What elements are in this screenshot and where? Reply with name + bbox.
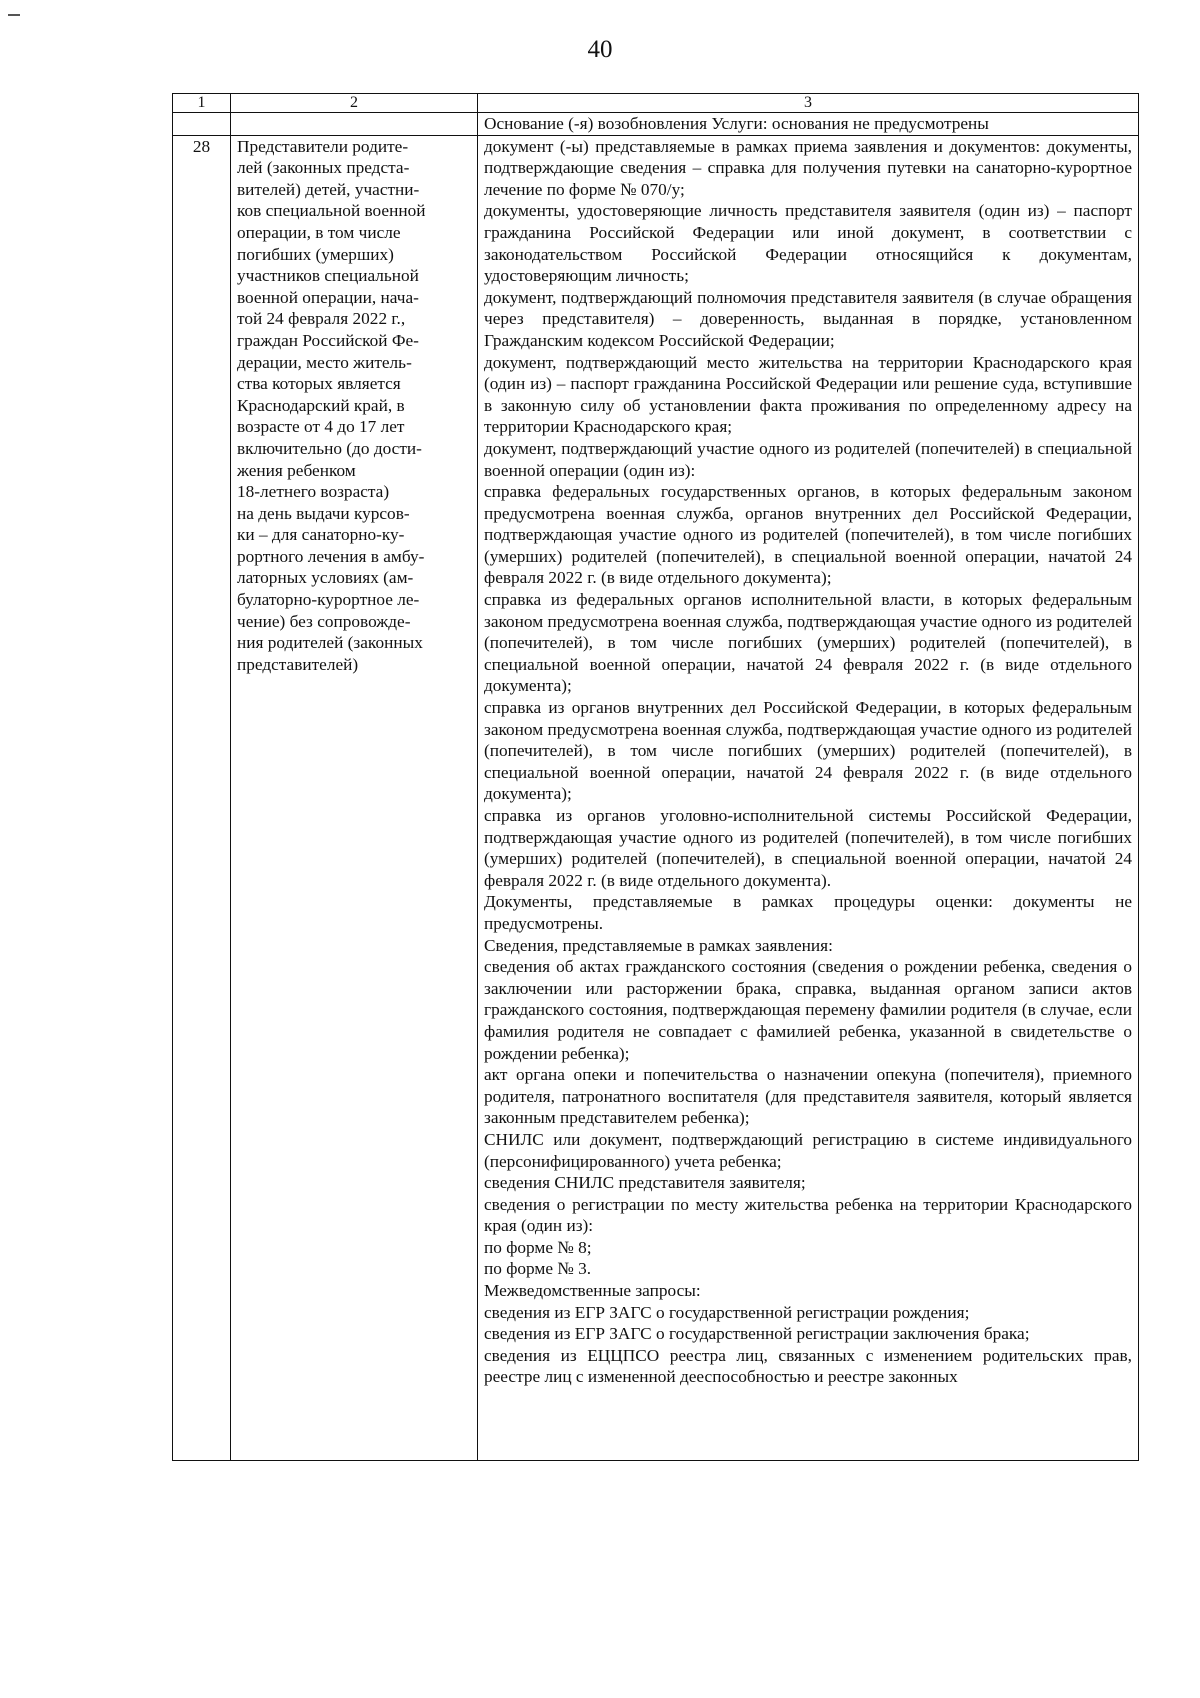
documents-cell <box>478 135 1139 1460</box>
documents-paragraph: справка федеральных государственных органов, в которых федеральным законом предусмотрена военная служба, органов внутренних дел Российской Федерации, подтверждающая участие одного из родителей (попечителей), в том числе погибших (умерших) родителей (попечителей), в специальной военной операции, начатой 24 февраля 2022 г. (в виде отдельного документа); <box>484 482 1132 588</box>
applicant-line: ки – для санаторно-ку- <box>237 525 405 545</box>
applicant-line: лей (законных предста- <box>237 158 410 178</box>
documents-paragraph: Межведомственные запросы: <box>484 1281 701 1301</box>
documents-paragraph: документ, подтверждающий место жительства на территории Краснодарского края (один из) – паспорт гражданина Российской Федерации или решение суда, вступившие в законную силу об установлении факта проживания по определенному адресу на территории Краснодарского края; <box>484 352 1132 437</box>
applicant-line: 18-летнего возраста) <box>237 482 390 502</box>
applicant-category-cell <box>231 135 478 1460</box>
applicant-line: той 24 февраля 2022 г., <box>237 309 406 329</box>
header-cell-1: 1 <box>173 94 231 113</box>
scan-mark <box>8 14 20 16</box>
documents-paragraph: Документы, представляемые в рамках процедуры оценки: документы не предусмотрены. <box>484 892 1132 933</box>
basis-text: Основание (-я) возобновления Услуги: основания не предусмотрены <box>478 113 1139 136</box>
applicant-line: включительно (до дости- <box>237 438 422 458</box>
applicant-line: военной операции, нача- <box>237 287 419 307</box>
applicant-line: Представители родите- <box>237 136 409 156</box>
applicant-line: чение) без сопровожде- <box>237 611 411 631</box>
applicant-line: рортного лечения в амбу- <box>237 546 425 566</box>
services-table <box>172 93 1139 1461</box>
documents-paragraph: по форме № 8; <box>484 1237 592 1257</box>
table-header-row <box>173 94 1139 113</box>
applicant-line: погибших (умерших) <box>237 244 394 264</box>
applicant-line: латорных условиях (ам- <box>237 568 414 588</box>
applicant-line: возрасте от 4 до 17 лет <box>237 417 405 437</box>
applicant-line: булаторно-курортное ле- <box>237 590 420 610</box>
documents-paragraph: документ, подтверждающий полномочия представителя заявителя (в случае обращения через представителя) – доверенность, выданная в порядке, установленном Гражданским кодексом Российской Федерации; <box>484 287 1132 350</box>
documents-paragraph: сведения из ЕЦЦПСО реестра лиц, связанных с изменением родительских прав, реестре лиц с измененной дееспособностью и реестре законных <box>484 1345 1132 1387</box>
documents-paragraph: СНИЛС или документ, подтверждающий регистрацию в системе индивидуального (персонифицированного) учета ребенка; <box>484 1129 1132 1171</box>
applicant-line: вителей) детей, участни- <box>237 179 420 199</box>
applicant-line: Краснодарский край, в <box>237 395 405 415</box>
documents-paragraph: справка из федеральных органов исполнительной власти, в которых федеральным законом предусмотрена военная служба, подтверждающая участие одного из родителей (попечителей), в том числе погибших (умерших) родителей (попечителей), в специальной военной операции, начатой 24 февраля 2022 г. (в виде отдельного документа); <box>484 590 1132 696</box>
documents-paragraph: документ (-ы) представляемые в рамках приема заявления и документов: документы, подтверждающие сведения – справка для получения путевки на санаторно-курортное лечение по форме № 070/у; <box>484 136 1132 199</box>
applicant-line: на день выдачи курсов- <box>237 503 410 523</box>
documents-paragraph: документы, удостоверяющие личность представителя заявителя (один из) – паспорт гражданина Российской Федерации или иной документ, в соответствии с законодательством Российской Федерации относящийся к документам, удостоверяющим личность; <box>484 201 1132 286</box>
documents-paragraph: справка из органов уголовно-исполнительной системы Российской Федерации, подтверждающая участие одного из родителей (попечителей), в том числе погибших (умерших) родителей (попечителей), в специальной военной операции, начатой 24 февраля 2022 г. (в виде отдельного документа). <box>484 806 1132 890</box>
applicant-line: ния родителей (законных <box>237 633 423 653</box>
documents-paragraph: сведения СНИЛС представителя заявителя; <box>484 1173 806 1193</box>
basis-row <box>173 113 1139 136</box>
table-row <box>173 135 1139 1460</box>
applicant-line: дерации, место житель- <box>237 352 412 372</box>
documents-paragraph: сведения о регистрации по месту жительства ребенка на территории Краснодарского края (один из): <box>484 1194 1132 1236</box>
documents-paragraph: Сведения, представляемые в рамках заявления: <box>484 935 833 955</box>
header-cell-3: 3 <box>478 94 1139 113</box>
documents-paragraph: сведения из ЕГР ЗАГС о государственной регистрации заключения брака; <box>484 1324 1030 1344</box>
documents-paragraph: по форме № 3. <box>484 1259 592 1279</box>
documents-paragraph: сведения об актах гражданского состояния (сведения о рождении ребенка, сведения о заключении или расторжении брака, справка, выданная органом записи актов гражданского состояния, подтверждающая перемену фамилии родителя (в случае, если фамилия родителя не совпадает с фамилией ребенка, указанной в свидетельстве о рождении ребенка); <box>484 957 1132 1063</box>
documents-paragraph: сведения из ЕГР ЗАГС о государственной регистрации рождения; <box>484 1302 970 1322</box>
applicant-line: жения ребенком <box>237 460 356 480</box>
applicant-line: ков специальной военной <box>237 201 426 221</box>
header-cell-2: 2 <box>231 94 478 113</box>
applicant-line: представителей) <box>237 654 359 674</box>
row-number: 28 <box>173 135 231 1460</box>
applicant-line: граждан Российской Фе- <box>237 330 419 350</box>
documents-paragraph: документ, подтверждающий участие одного из родителей (попечителей) в специальной военной операции (один из): <box>484 438 1132 480</box>
applicant-line: операции, в том числе <box>237 222 401 242</box>
applicant-line: участников специальной <box>237 266 419 286</box>
documents-paragraph: справка из органов внутренних дел Российской Федерации, в которых федеральным законом предусмотрена военная служба, подтверждающая участие одного из родителей (попечителей), в том числе погибших (умерших) родителей (попечителей), в специальной военной операции, начатой 24 февраля 2022 г. (в виде отдельного документа); <box>484 698 1132 804</box>
applicant-line: ства которых является <box>237 374 401 394</box>
page-number: 40 <box>587 36 613 63</box>
documents-paragraph: акт органа опеки и попечительства о назначении опекуна (попечителя), приемного родителя, патронатного воспитателя (для представителя заявителя, который является законным представителем ребенка); <box>484 1065 1132 1128</box>
